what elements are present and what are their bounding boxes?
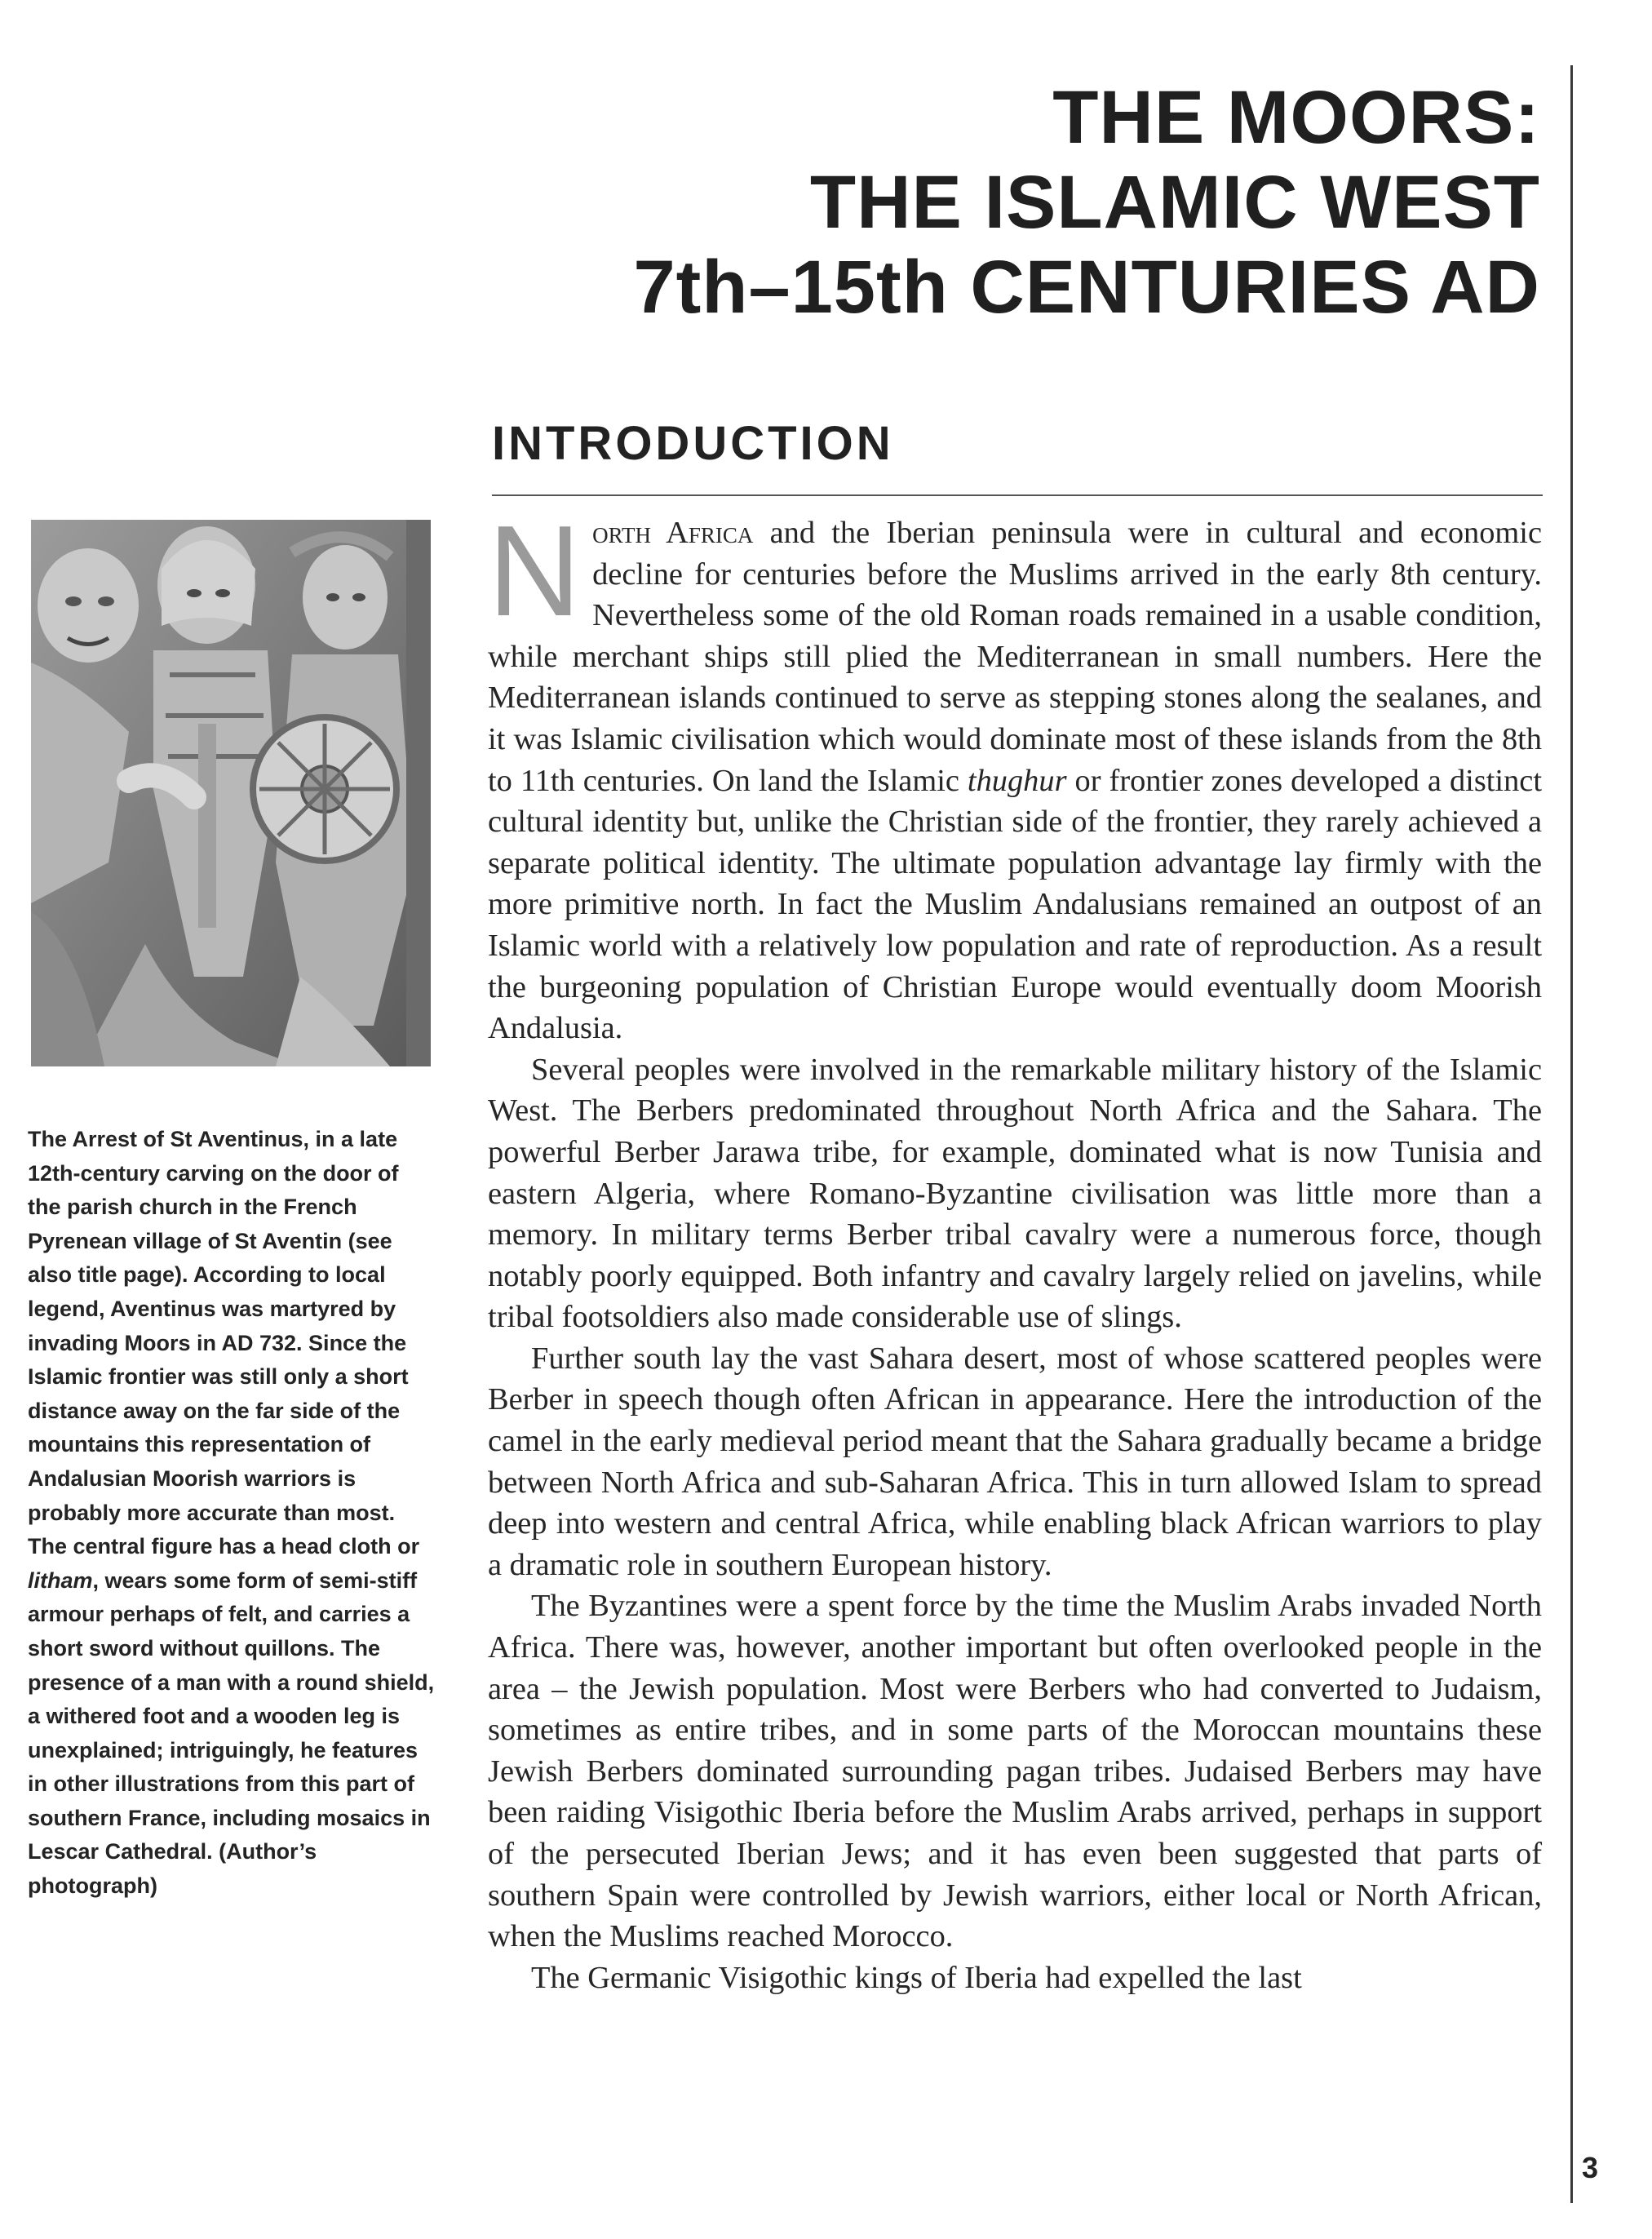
paragraph-5: The Germanic Visigothic kings of Iberia had expelled the last bbox=[531, 1960, 1302, 1995]
section-heading: INTRODUCTION bbox=[492, 417, 894, 470]
paragraph-1: North Africa and the Iberian peninsula were in cultural and economic decline for centuries before the Muslims arrived in the early 8th century. Nevertheless some of the old Roman roads remained in a usable condition, while merchant ships still plied the Mediterranean in small numbers. Here the Mediterranean islands continued to serve as stepping stones along the sealanes, and it was Islamic civilisation which would dominate most of these islands from the 8th to 11th centuries. On land the Islamic thughur or frontier zones developed a distinct cultural identity but, unlike the Christian side of the frontier, they rarely achieved a separate political identity. The ultimate population advantage lay firmly with the more primitive north. In fact the Muslim Andalusians remained an outpost of an Islamic world with a relatively low population and rate of reproduction. As a result the burgeoning population of Christian Europe would eventually doom Moorish Andalusia. bbox=[488, 499, 1542, 1046]
title-line-2: THE ISLAMIC WEST bbox=[809, 161, 1540, 244]
section-divider bbox=[492, 494, 1543, 496]
article-body bbox=[488, 499, 1542, 1998]
paragraph-2: Several peoples were involved in the remarkable military history of the Islamic West. The Berbers predominated throughout North Africa and the Sahara. The powerful Berber Jarawa tribe, for example, dominated what is now Tunisia and eastern Algeria, where Romano-Byzantine civilisation was little more than a memory. In military terms Berber tribal cavalry were a numerous force, though notably poorly equipped. Both infantry and cavalry largely relied on javelins, while tribal footsoldiers also made considerable use of slings. bbox=[488, 1052, 1542, 1335]
drop-cap: N bbox=[488, 499, 582, 643]
figure-caption: The Arrest of St Aventinus, in a late 12th-century carving on the door of the parish church in the French Pyrenean village of St Aventin (see also title page). According to local legend, Aventinus was martyred by invading Moors in AD 732. Since the Islamic frontier was still only a short distance away on the far side of the mountains this representation of Andalusian Moorish warriors is probably more accurate than most. The central figure has a head cloth or litham, wears some form of semi-stiff armour perhaps of felt, and carries a short sword without quillons. The presence of a man with a round shield, a withered foot and a wooden leg is unexplained; intriguingly, he features in other illustrations from this part of southern France, including mosaics in Lescar Cathedral. (Author’s photograph) bbox=[28, 1127, 435, 1899]
page-number: 3 bbox=[1582, 2151, 1599, 2184]
title-line-1: THE MOORS: bbox=[1052, 76, 1540, 159]
carved-relief-photo-icon bbox=[31, 520, 431, 1066]
margin-rule bbox=[1570, 65, 1573, 2203]
title-line-3: 7th–15th CENTURIES AD bbox=[633, 246, 1540, 329]
paragraph-3: Further south lay the vast Sahara desert, most of whose scattered peoples were Berber in speech though often African in appearance. Here the introduction of the camel in the early medieval period meant that the Sahara gradually became a bridge between North Africa and sub-Saharan Africa. This in turn allowed Islam to spread deep into western and central Africa, while enabling black African warriors to play a dramatic role in southern European history. bbox=[488, 1341, 1542, 1582]
paragraph-4: The Byzantines were a spent force by the time the Muslim Arabs invaded North Africa. There was, however, another important but often overlooked people in the area – the Jewish population. Most were Berbers who had converted to Judaism, sometimes as entire tribes, and in some parts of the Moroccan mountains these Jewish Berbers dominated surrounding pagan tribes. Judaised Berbers may have been raiding Visigothic Iberia before the Muslim Arabs arrived, perhaps in support of the persecuted Iberian Jews; and it has even been suggested that parts of southern Spain were controlled by Jewish warriors, either local or North African, when the Muslims reached Morocco. bbox=[488, 1589, 1542, 1954]
page-title bbox=[317, 75, 1540, 330]
